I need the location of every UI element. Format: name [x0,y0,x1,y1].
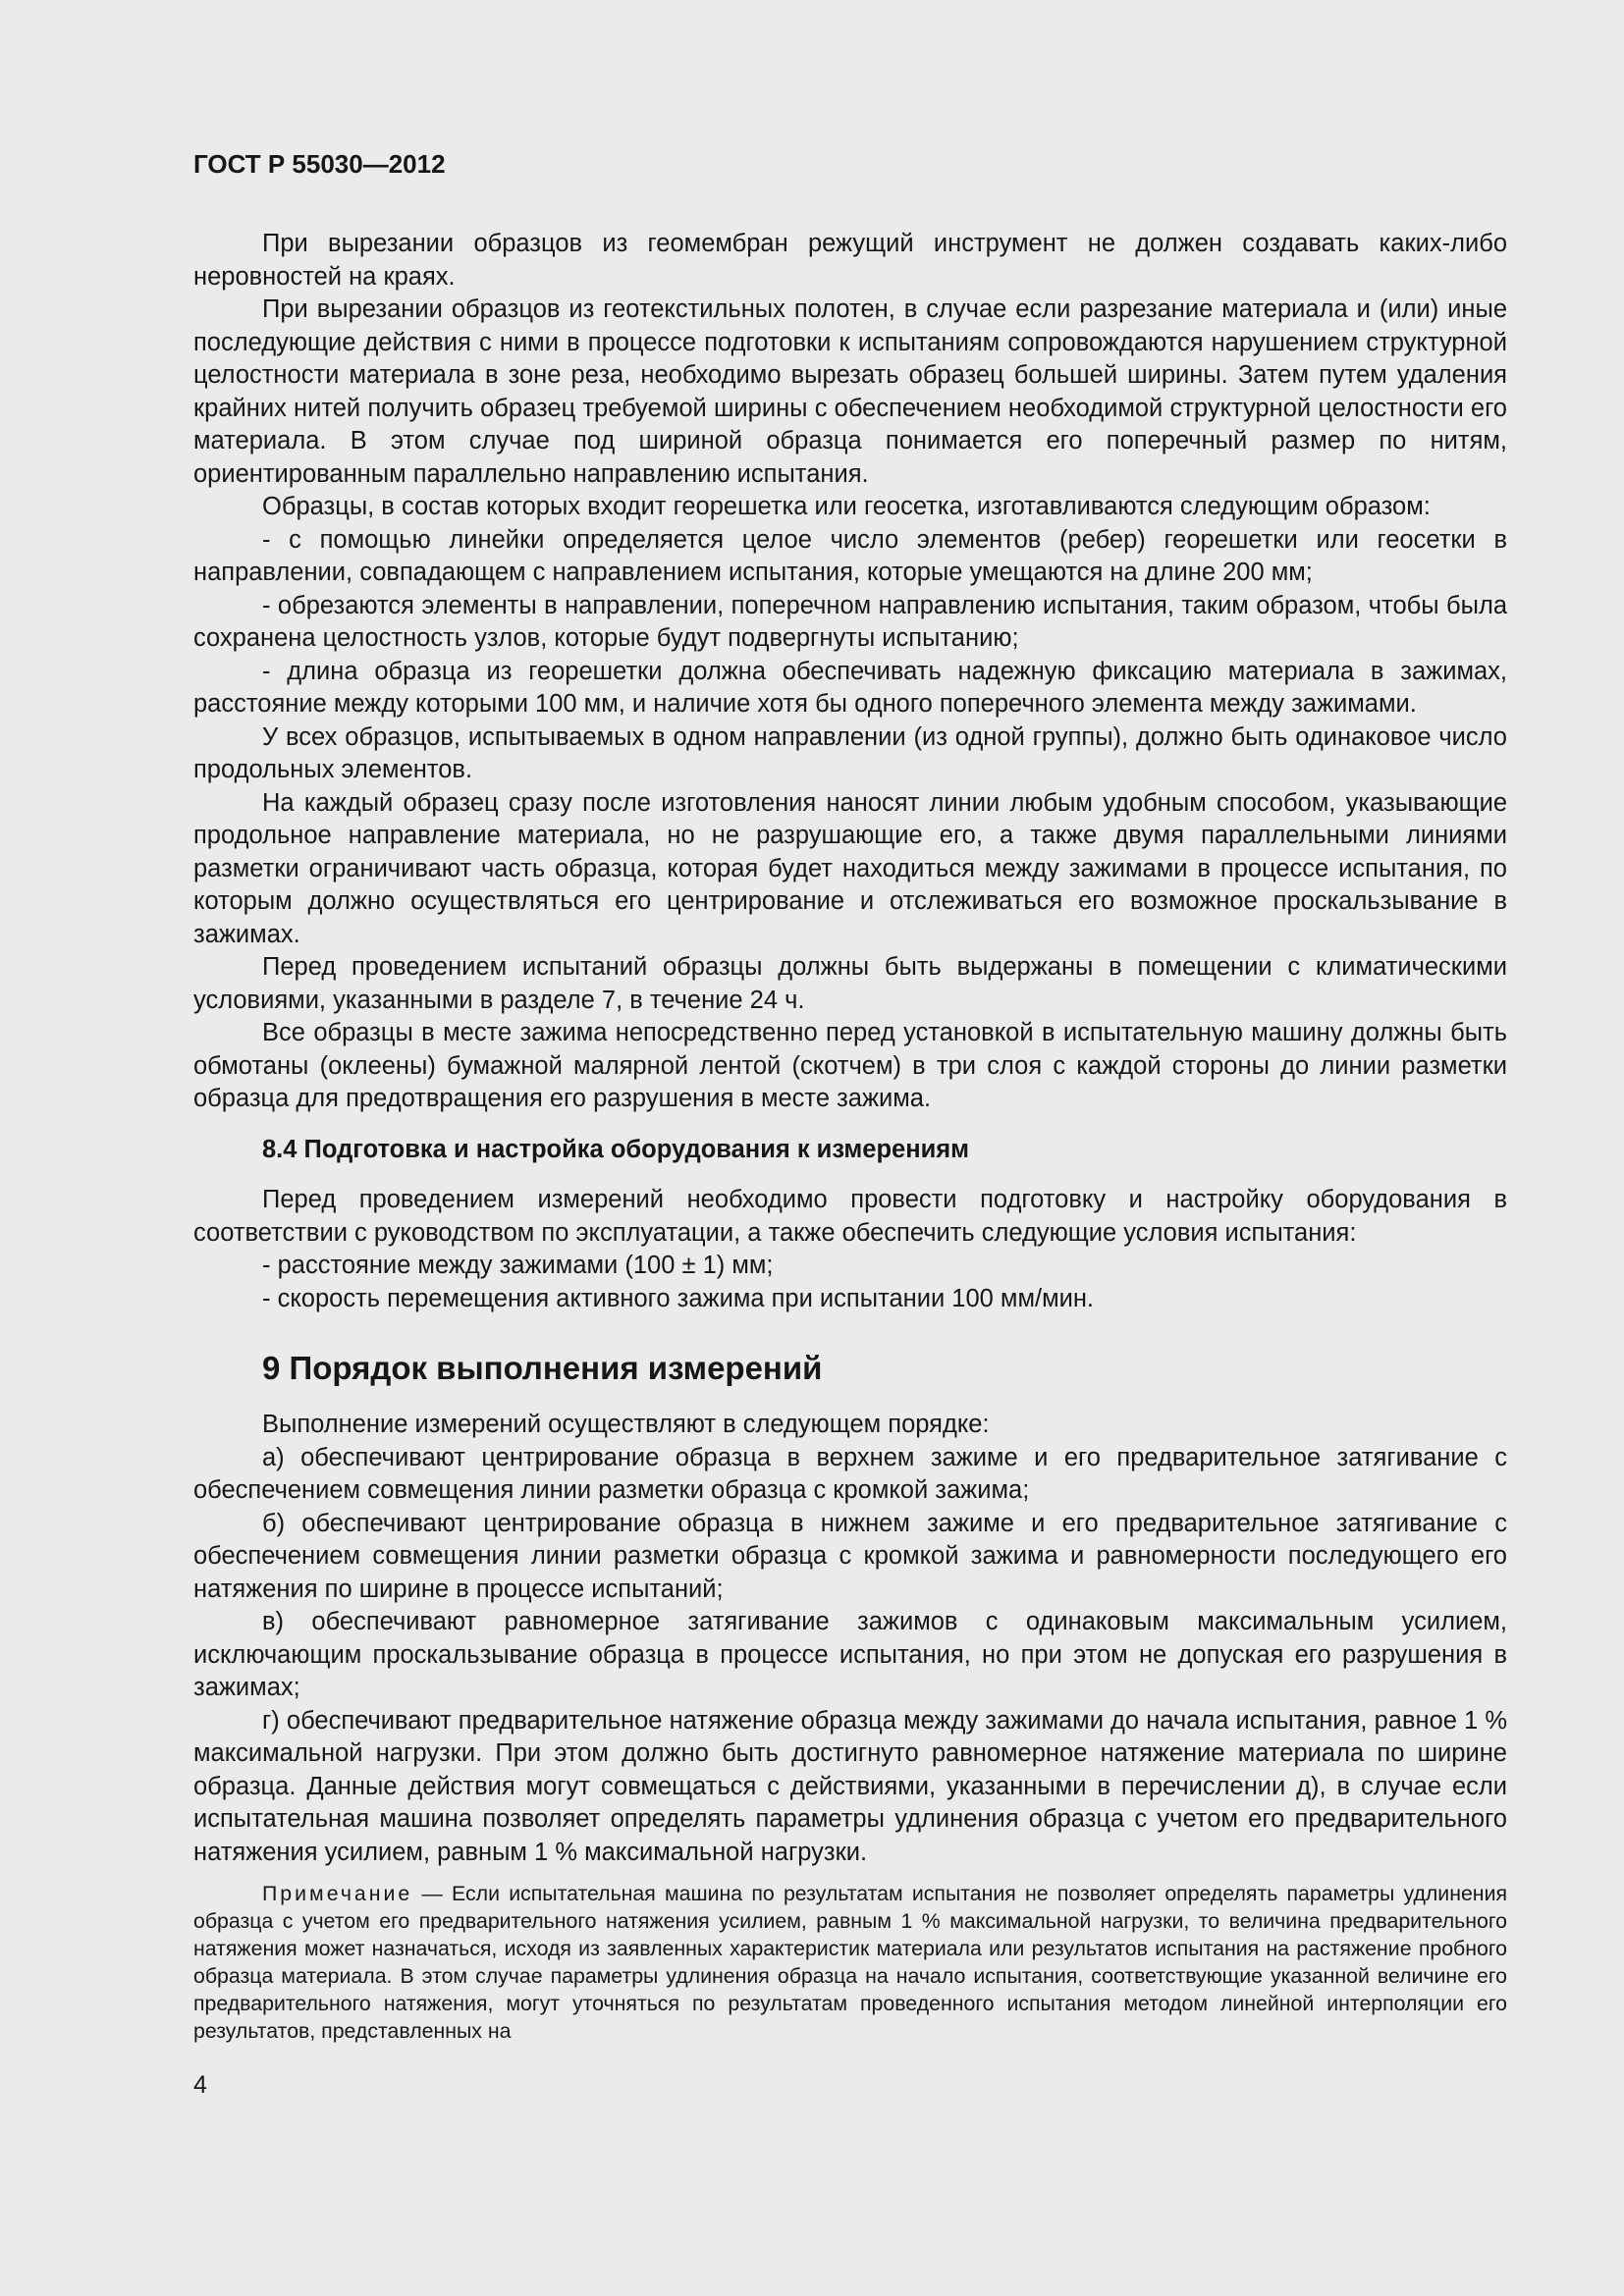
section-8-4-heading: 8.4 Подготовка и настройка оборудования к измерениям [262,1135,970,1163]
list-item: а) обеспечивают центрирование образца в верхнем зажиме и его предварительное затягивание с обеспечением совмещения линии разметки образца с кромкой зажима; [193,1443,1507,1504]
section-9-heading: 9 Порядок выполнения измерений [262,1350,823,1386]
list-item: б) обеспечивают центрирование образца в нижнем зажиме и его предварительное затягивание с обеспечением совмещения линии разметки образца с кромкой зажима и равномерности последующего его натяжения по ширине в процессе испытаний; [193,1509,1507,1603]
list-item: - скорость перемещения активного зажима при испытании 100 мм/мин. [262,1284,1095,1312]
list-item: - длина образца из георешетки должна обеспечивать надежную фиксацию материала в зажимах, расстояние между которыми 100 мм, и наличие хотя бы одного поперечного элемента между зажимами. [193,657,1507,718]
paragraph: При вырезании образцов из геомембран режущий инструмент не должен создавать каких-либо неровностей на краях. [193,230,1507,291]
sample-preparation-text [193,228,1507,1116]
list-item: - расстояние между зажимами (100 ± 1) мм; [262,1252,774,1279]
paragraph: Перед проведением испытаний образцы должны быть выдержаны в помещении с климатическими условиями, указанными в разделе 7, в течение 24 ч. [193,953,1507,1014]
paragraph: Все образцы в месте зажима непосредственно перед установкой в испытательную машину должны быть обмотаны (оклеены) бумажной малярной лентой (скотчем) в три слоя с каждой стороны до линии разметки образца для предотвращения его разрушения в месте зажима. [193,1019,1507,1112]
list-item: - обрезаются элементы в направлении, поперечном направлению испытания, таким образом, чтобы была сохранена целостность узлов, которые будут подвергнуты испытанию; [193,591,1507,652]
note [193,1880,1507,2045]
note-text: — Если испытательная машина по результатам испытания не позволяет определять параметры удлинения образца с учетом его предварительного натяжения усилием, равным 1 % максимальной нагрузки, то величина предварительного натяжения может назначаться, исходя из заявленных характеристик материала или результатов испытания на растяжение пробного образца материала. В этом случае параметры удлинения образца на начало испытания, соответствующие указанной величине его предварительного натяжения, могут уточняться по результатам проведенного испытания методом линейной интерполяции его результатов, представленных на [193,1882,1507,2043]
list-item: в) обеспечивают равномерное затягивание зажимов с одинаковым максимальным усилием, исключающим проскальзывание образца в процессе испытания, но при этом не допуская его разрушения в зажимах; [193,1608,1507,1701]
paragraph: Перед проведением измерений необходимо провести подготовку и настройку оборудования в соответствии с руководством по эксплуатации, а также обеспечить следующие условия испытания: [193,1186,1507,1247]
document-header: ГОСТ Р 55030—2012 [193,149,446,179]
paragraph: На каждый образец сразу после изготовления наносят линии любым удобным способом, указывающие продольное направление материала, но не разрушающие его, а также двумя параллельными линиями разметки ограничивают часть образца, которая будет находиться между зажимами в процессе испытания, по которым должно осуществляться его центрирование и отслеживаться его возможное проскальзывание в зажимах. [193,788,1507,948]
note-label: Примечание [262,1882,413,1905]
section-8-4-body [193,1184,1507,1315]
paragraph: При вырезании образцов из геотекстильных полотен, в случае если разрезание материала и (или) иные последующие действия с ними в процессе подготовки к испытаниям сопровождаются нарушением структурной целостности материала в зоне реза, необходимо вырезать образец большей ширины. Затем путем удаления крайних нитей получить образец требуемой ширины с обеспечением необходимой структурной целостности его материала. В этом случае под шириной образца понимается его поперечный размер по нитям, ориентированным параллельно направлению испытания. [193,295,1507,488]
section-9-body [193,1409,1507,2045]
document-page [193,147,1507,2045]
list-item: г) обеспечивают предварительное натяжение образца между зажимами до начала испытания, равное 1 % максимальной нагрузки. При этом должно быть достигнуто равномерное натяжение материала по ширине образца. Данные действия могут совмещаться с действиями, указанными в перечислении д), в случае если испытательная машина позволяет определять параметры удлинения образца с учетом его предварительного натяжения усилием, равным 1 % максимальной нагрузки. [193,1706,1507,1866]
paragraph: У всех образцов, испытываемых в одном направлении (из одной группы), должно быть одинаковое число продольных элементов. [193,722,1507,783]
paragraph: Образцы, в состав которых входит георешетка или геосетка, изготавливаются следующим образом: [262,493,1431,520]
list-item: - с помощью линейки определяется целое число элементов (ребер) георешетки или геосетки в направлении, совпадающем с направлением испытания, которые умещаются на длине 200 мм; [193,525,1507,586]
paragraph: Выполнение измерений осуществляют в следующем порядке: [262,1411,990,1438]
page-number: 4 [193,2071,207,2099]
